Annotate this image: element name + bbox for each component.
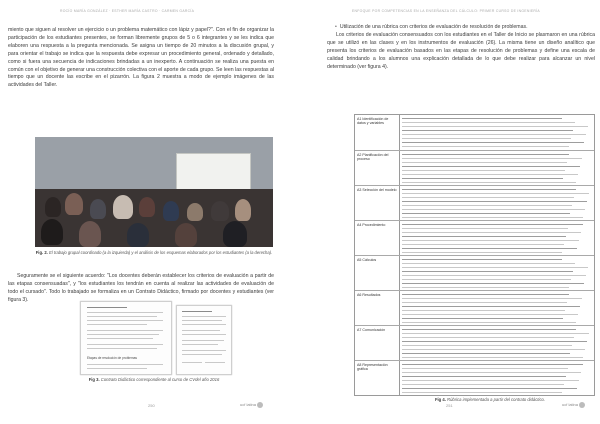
rubric-criterion-label: A3 Selección del modelo xyxy=(357,188,397,192)
student-silhouette xyxy=(113,195,133,219)
bullet-item xyxy=(327,24,595,32)
right-running-head: ENFOQUE POR COMPETENCIAS EN LA ENSEÑANZA DEL CÁLCULO: PRIMER CURSO DE INGENIERÍA xyxy=(352,9,540,13)
text-line xyxy=(87,348,157,349)
student-silhouette xyxy=(223,221,247,247)
rubric-descriptor-line xyxy=(402,349,585,350)
rubric-descriptor-line xyxy=(402,333,589,334)
rubric-descriptor-line xyxy=(402,364,583,365)
right-page xyxy=(300,0,600,424)
rubric-descriptor-line xyxy=(402,217,583,218)
figure-2-caption xyxy=(35,250,273,256)
rubric-descriptor-line xyxy=(402,205,572,206)
rubric-descriptor-line xyxy=(402,306,580,307)
rubric-criterion-label: A6 Resultados xyxy=(357,293,381,297)
rubric-descriptor-line xyxy=(402,392,562,393)
text-line xyxy=(87,338,153,339)
rubric-descriptor-line xyxy=(402,283,584,284)
rubric-descriptor-line xyxy=(402,298,582,299)
left-publisher-logo xyxy=(240,402,263,408)
rubric-descriptor-line xyxy=(402,279,571,280)
rubric-descriptor-line xyxy=(402,302,567,303)
text-line xyxy=(182,354,222,355)
left-paragraph-1: miento que siguen al resolver un ejercicio o un problema matemático con lápiz y papel?". Con el fin de organizar la participación de los estudiantes presentes, se forman libremente grupos de 5 o 6 integrantes y se les indica que elaboren una respuesta a la pregunta mencionada. Se asigna un tiempo de 20 minutos a la discusión grupal, y para orientar el trabajo se indica que la respuesta debe expresar un procedimiento general, ordenado y detallado, como si fuera una secuencia de indicaciones brindadas a un inexperto. A continuación se realiza una puesta en común con el objetivo de generar una construcción colectiva con el aporte de cada grupo. Se leen las respuestas al tiempo que un docente las escribe en el pizarrón. La figura 2 muestra a modo de ejemplo imágenes de las actividades del Taller. xyxy=(8,27,274,89)
left-paragraph-2: Seguramente se el siguiente acuerdo: "Los docentes deberán establecer los criterios de evaluación a partir de las etapas consensuadas", y "los estudiantes los tendrán en cuenta al realizar las actividades de evaluación de todo el cursado". Todo lo trabajado se formaliza en un Contrato Didáctico, firmado por docentes y estudiantes (ver figura 3). xyxy=(8,273,274,303)
rubric-descriptor-line xyxy=(402,388,577,389)
figure-3-label: Fig 3. xyxy=(88,377,100,382)
rubric-descriptor-line xyxy=(402,275,586,276)
rubric-descriptor-line xyxy=(402,178,563,179)
rubric-descriptor-line xyxy=(402,345,572,346)
rubric-descriptor-line xyxy=(402,126,588,127)
rubric-row xyxy=(355,290,594,326)
rubric-row xyxy=(355,220,594,256)
bullet-icon: • xyxy=(335,24,337,30)
rubric-descriptor-line xyxy=(402,236,566,237)
student-silhouette xyxy=(90,199,106,219)
student-silhouette xyxy=(127,223,149,247)
student-silhouette xyxy=(175,223,197,247)
figure-3-caption-text: Contrato Didáctico correspondiente al curso de CVdel año 2016 xyxy=(100,377,220,382)
rubric-descriptor-line xyxy=(402,287,569,288)
text-line xyxy=(182,311,212,312)
rubric-descriptor-line xyxy=(402,228,568,229)
rubric-descriptor-line xyxy=(402,259,562,260)
text-line xyxy=(87,312,163,313)
rubric-descriptor-line xyxy=(402,197,574,198)
figure-4-caption-text: Rúbrica implementada a partir del contrato didáctico. xyxy=(447,397,546,402)
contract-heading: Etapas de resolución de problemas xyxy=(87,356,137,360)
rubric-descriptor-line xyxy=(402,380,579,381)
text-line xyxy=(87,324,147,325)
figure-4-label: Fig 4. xyxy=(434,397,446,402)
rubric-criterion-label: A2 Planificación del proceso xyxy=(357,153,389,162)
student-silhouette xyxy=(235,199,251,221)
rubric-descriptor-line xyxy=(402,209,585,210)
rubric-descriptor-line xyxy=(402,240,579,241)
right-paragraph-1: Los criterios de evaluación consensuados con los estudiantes en el Taller de Inicio se plasmaron en una rúbrica que se utilizó en las clases y en los instrumentos de evaluación (26). La misma tiene un diseño analítico que presenta los criterios de evaluación basados en las etapas de resolución de problemas y define una escala de calidad brindando a los alumnos una explicación detallada de lo que debe realizar para alcanzar un nivel determinado (ver figura 4). xyxy=(327,31,595,70)
rubric-descriptor-line xyxy=(402,118,562,119)
rubric-descriptor-line xyxy=(402,271,573,272)
rubric-descriptor-line xyxy=(402,252,562,253)
text-line xyxy=(182,316,226,317)
figure-4-rubric xyxy=(354,114,595,396)
rubric-descriptor-line xyxy=(402,166,580,167)
text-line xyxy=(87,364,163,365)
rubric-descriptor-line xyxy=(402,341,587,342)
rubric-descriptor-line xyxy=(402,146,569,147)
figure-2-photo xyxy=(35,137,273,247)
right-body xyxy=(327,24,595,71)
rubric-descriptor-line xyxy=(402,384,564,385)
rubric-descriptor-line xyxy=(402,158,582,159)
figure-4-caption xyxy=(390,397,590,403)
rubric-descriptor-line xyxy=(402,122,575,123)
rubric-descriptor-line xyxy=(402,310,565,311)
rubric-descriptor-line xyxy=(402,232,581,233)
rubric-descriptor-line xyxy=(402,154,569,155)
rubric-descriptor-line xyxy=(402,244,564,245)
rubric-row xyxy=(355,150,594,186)
rubric-descriptor-line xyxy=(402,142,584,143)
rubric-criterion-label: A8 Representación gráfica xyxy=(357,363,388,372)
rubric-criterion-label: A5 Cálculos xyxy=(357,258,377,262)
rubric-descriptor-line xyxy=(402,267,588,268)
text-line xyxy=(87,307,127,308)
text-line xyxy=(182,344,218,345)
rubric-descriptor-line xyxy=(402,329,576,330)
rubric-descriptor-line xyxy=(402,322,576,323)
rubric-descriptor-line xyxy=(402,138,571,139)
rubric-row xyxy=(355,255,594,291)
contract-page-front xyxy=(80,301,172,375)
rubric-row xyxy=(355,185,594,221)
left-running-head: ROCÍO MARÍA GONZÁLEZ · ESTHER MARÍA CASTRO · CARMEN GARCÍA xyxy=(60,9,195,13)
rubric-row xyxy=(355,115,594,150)
figure-2-label: Fig. 2. xyxy=(35,250,48,255)
rubric-descriptor-line xyxy=(402,353,570,354)
rubric-criterion-label: A4 Procedimiento xyxy=(357,223,386,227)
text-line xyxy=(182,340,224,341)
rubric-descriptor-line xyxy=(402,318,563,319)
text-line xyxy=(182,324,226,325)
text-line xyxy=(87,320,163,321)
student-silhouette xyxy=(41,219,63,245)
contract-page-back xyxy=(176,305,232,375)
rubric-row xyxy=(355,325,594,361)
rubric-descriptor-line xyxy=(402,182,576,183)
rubric-row xyxy=(355,360,594,396)
rubric-descriptor-line xyxy=(402,368,568,369)
rubric-descriptor-line xyxy=(402,189,576,190)
rubric-descriptor-line xyxy=(402,376,566,377)
student-silhouette xyxy=(65,193,83,215)
rubric-descriptor-line xyxy=(402,248,577,249)
rubric-descriptor-line xyxy=(402,314,578,315)
rubric-descriptor-line xyxy=(402,294,569,295)
rubric-criterion-label: A7 Comunicación xyxy=(357,328,386,332)
student-silhouette xyxy=(211,201,229,221)
text-line xyxy=(87,368,147,369)
student-silhouette xyxy=(187,203,203,221)
rubric-descriptor-line xyxy=(402,224,583,225)
rubric-descriptor-line xyxy=(402,337,574,338)
rubric-descriptor-line xyxy=(402,213,570,214)
rubric-descriptor-line xyxy=(402,372,581,373)
text-line xyxy=(87,330,163,331)
figure-3-document xyxy=(80,301,230,375)
rubric-descriptor-line xyxy=(402,134,586,135)
text-line xyxy=(87,334,159,335)
rubric-descriptor-line xyxy=(402,193,589,194)
figure-3-caption xyxy=(35,377,273,383)
text-line xyxy=(182,350,226,351)
rubric-descriptor-line xyxy=(402,201,587,202)
left-logo-text: ucf latina xyxy=(240,402,257,408)
signature-line xyxy=(182,362,202,363)
text-line xyxy=(87,344,163,345)
text-line xyxy=(182,330,220,331)
student-silhouette xyxy=(139,197,155,217)
rubric-criterion-label: A1 Identificación de datos y variables xyxy=(357,117,389,126)
bullet-text: Utilización de una rúbrica con criterios de evaluación de resolución de problemas. xyxy=(339,24,528,30)
rubric-descriptor-line xyxy=(402,170,565,171)
student-silhouette xyxy=(45,197,61,217)
text-line xyxy=(87,316,157,317)
signature-line xyxy=(205,362,225,363)
right-logo-text: ucf latina xyxy=(562,402,579,408)
text-line xyxy=(182,320,222,321)
rubric-descriptor-line xyxy=(402,263,575,264)
rubric-descriptor-line xyxy=(402,357,583,358)
rubric-descriptor-line xyxy=(402,130,573,131)
figure-2-caption-text: El trabajo grupal coordinado (a la izquierda) y el análisis de los esquemas elaborados por los estudiantes (a la derecha). xyxy=(49,250,273,255)
student-silhouette xyxy=(79,221,101,247)
logo-badge-icon xyxy=(579,402,585,408)
text-line xyxy=(182,334,226,335)
rubric-descriptor-line xyxy=(402,162,567,163)
logo-badge-icon xyxy=(257,402,263,408)
right-page-number: 251 xyxy=(446,403,453,408)
right-publisher-logo xyxy=(562,402,585,408)
rubric-descriptor-line xyxy=(402,174,578,175)
left-page-number: 250 xyxy=(148,403,155,408)
student-silhouette xyxy=(163,201,179,221)
